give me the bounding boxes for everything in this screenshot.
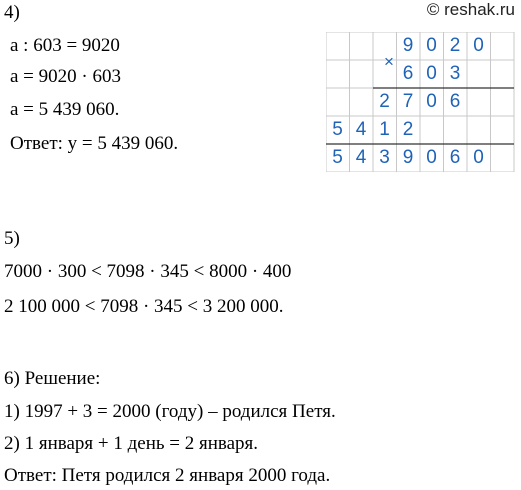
- task6-answer: Ответ: Петя родился 2 января 2000 года.: [4, 465, 331, 486]
- grid-digit: 0: [426, 91, 437, 112]
- grid-digit: 6: [449, 91, 461, 112]
- task5-line1: 7000 · 300 < 7098 · 345 < 8000 · 400: [4, 261, 292, 282]
- task4-line3: а = 5 439 060.: [10, 99, 120, 120]
- task4-answer: Ответ: у = 5 439 060.: [10, 133, 179, 154]
- grid-digit: 6: [402, 63, 414, 84]
- grid-digit: 2: [449, 35, 461, 56]
- grid-digit: 0: [473, 147, 484, 168]
- task4-number: 4): [4, 2, 20, 23]
- task5-number: 5): [4, 228, 20, 249]
- task6-line1: 1) 1997 + 3 = 2000 (году) – родился Петя.: [4, 401, 336, 422]
- multiply-sign: ×: [384, 52, 394, 71]
- grid-digit: 9: [402, 35, 414, 56]
- grid-digit: 9: [402, 147, 414, 168]
- task4-line2: а = 9020 · 603: [10, 66, 121, 87]
- task4-line1: а : 603 = 9020: [10, 35, 120, 56]
- grid-digit: 3: [449, 63, 461, 84]
- grid-digit: 0: [426, 147, 437, 168]
- watermark-text: © reshak.ru: [426, 0, 515, 19]
- grid-digit: 4: [355, 147, 367, 168]
- task6-number: 6) Решение:: [4, 368, 101, 389]
- grid-digit: 7: [402, 91, 414, 112]
- task5-line2: 2 100 000 < 7098 · 345 < 3 200 000.: [4, 296, 284, 317]
- grid-digit: 1: [379, 119, 390, 140]
- grid-digit: 0: [426, 63, 437, 84]
- grid-digit: 2: [402, 119, 414, 140]
- grid-digit: 6: [449, 147, 461, 168]
- grid-digit: 0: [426, 35, 437, 56]
- grid-digit: 2: [379, 91, 390, 112]
- task6-line2: 2) 1 января + 1 день = 2 января.: [4, 433, 259, 454]
- multiplication-grid: [326, 32, 516, 172]
- grid-digit: 5: [332, 119, 343, 140]
- grid-digit: 0: [473, 35, 484, 56]
- grid-digit: 5: [332, 147, 343, 168]
- grid-digit: 3: [379, 147, 390, 168]
- grid-digit: 4: [355, 119, 367, 140]
